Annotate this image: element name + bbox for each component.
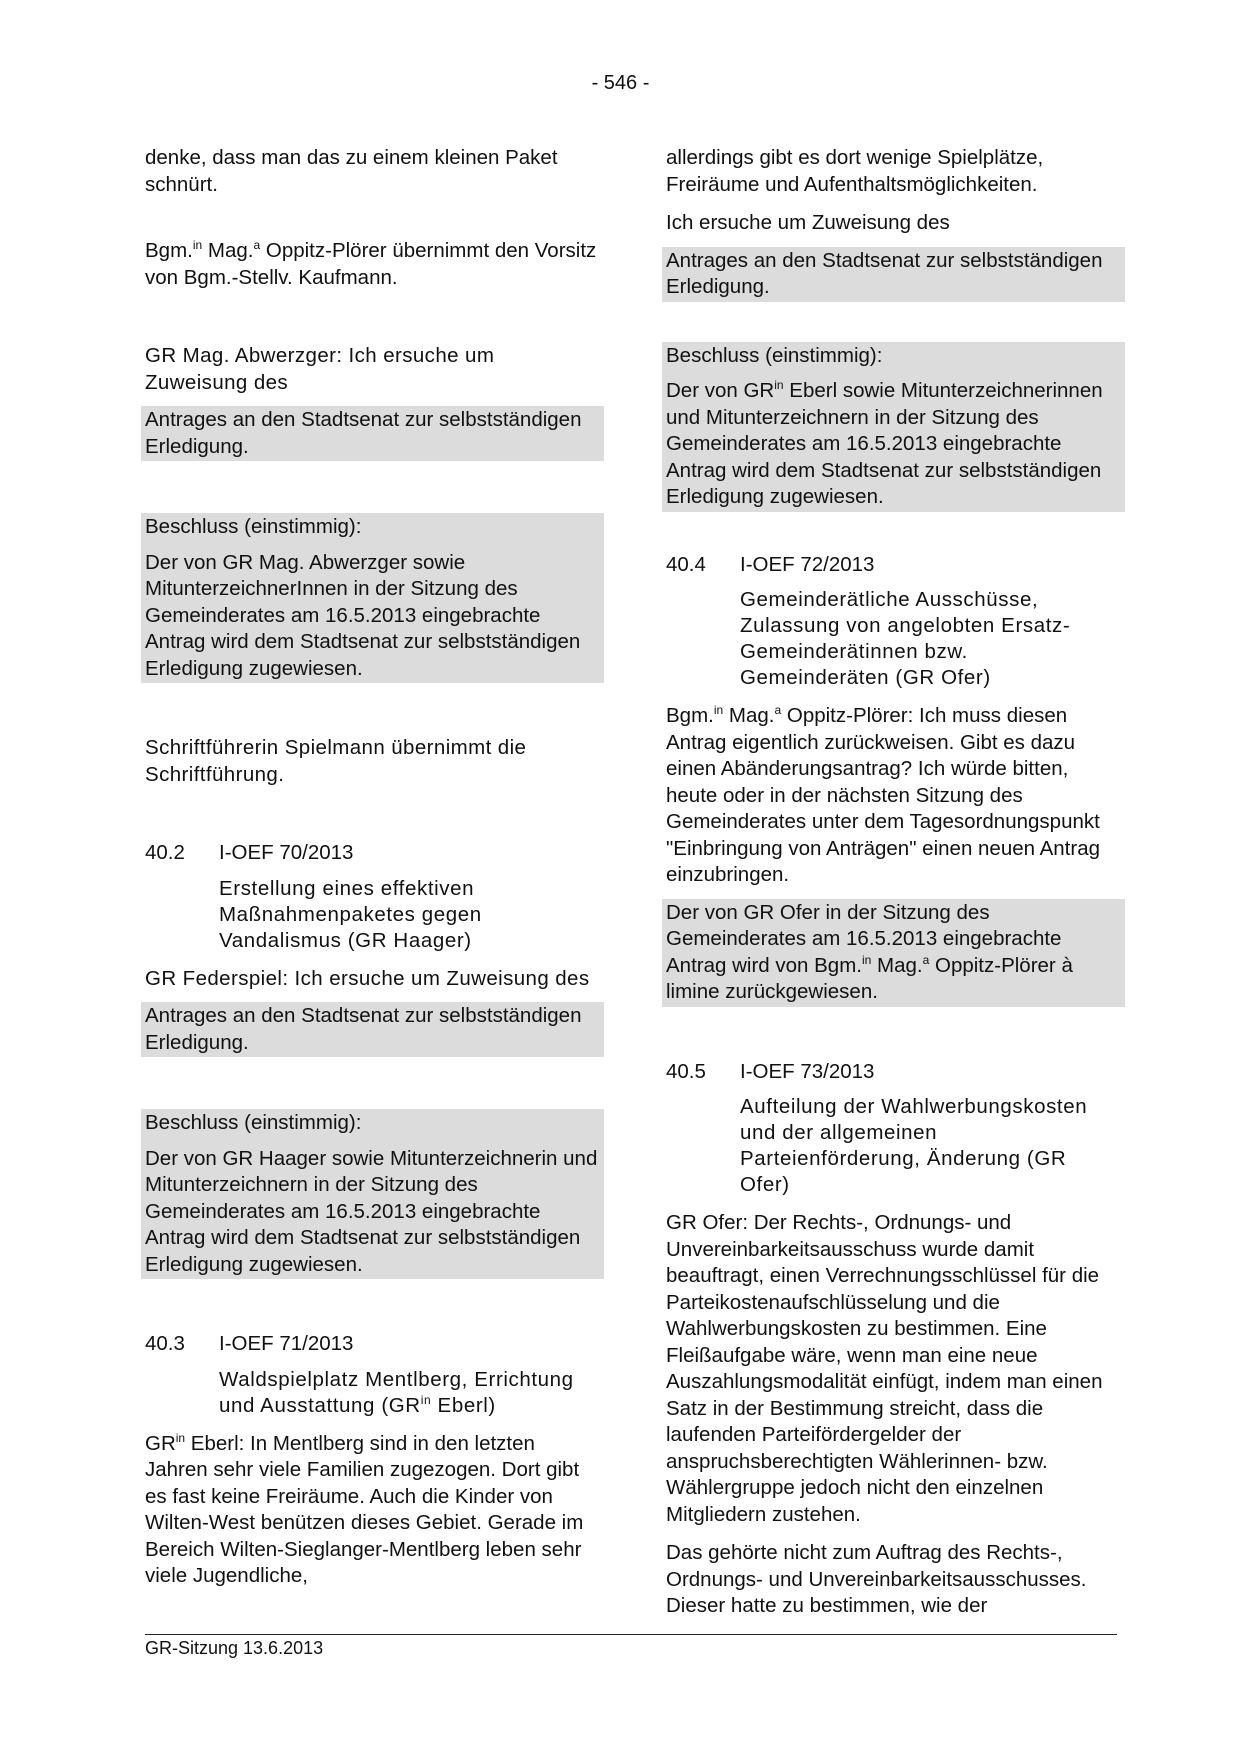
item-title: Erstellung eines effektiven Maßnahmenpaketes gegen Vandalismus (GR Haager) [219, 876, 482, 952]
item-number: 40.3 [145, 1332, 185, 1355]
item-number: 40.2 [145, 841, 185, 864]
footer-divider [145, 1634, 1117, 1635]
decision-heading: Beschluss (einstimmig): [666, 343, 883, 367]
agenda-item-40-2 [145, 840, 600, 954]
decision-text: Der von $GR^{in}$ Eberl sowie Mitunterzeichnerinnen und Mitunterzeichnern in der Sitzung des Gemeinderates am 16.5.2013 eingebrachte Antrag wird dem Stadtsenat zur selbstständigen Erledigung zugewiesen. [666, 378, 1103, 508]
rejection-box-ofer: Der von GR Ofer in der Sitzung des Gemeinderates am 16.5.2013 eingebrachte Antrag wird von Bgm.$^{in}$ Mag.$^a$ Oppitz-Plörer à limine zurückgewiesen. [662, 899, 1125, 1007]
speech-ofer: GR Ofer: Der Rechts-, Ordnungs- und Unvereinbarkeitsausschuss wurde damit beauftragt, einen Verrechnungsschlüssel für die Parteikostenaufschlüsselung und die Wahlwerbungskosten zu bestimmen. Eine Fleißaufgabe wäre, wenn man eine neue Auszahlungsmodalität einfügt, indem man einen Satz in der Bestimmung streicht, dass die laufenden Parteifördergelder der anspruchsberechtigten Wählerinnen- bzw. Wählergruppe jedoch nicht den einzelnen Mitgliedern zustehen. [666, 1211, 1103, 1526]
chair-change-note: Bgm.$^{in}$ Mag.$^a$ Oppitz-Plörer übernimmt den Vorsitz von Bgm.-Stellv. Kaufmann. [145, 238, 597, 289]
decision-heading: Beschluss (einstimmig): [145, 515, 362, 538]
item-code: I-OEF 70/2013 [219, 841, 354, 864]
paragraph-continuation: allerdings gibt es dort wenige Spielplätze, Freiräume und Aufenthaltsmöglichkeiten. [666, 146, 1044, 196]
page-number: - 546 - [591, 72, 650, 94]
decision-heading: Beschluss (einstimmig): [145, 1111, 362, 1134]
item-number: 40.5 [666, 1059, 706, 1083]
request-box-abwerzger: Antrages an den Stadtsenat zur selbstständigen Erledigung. [141, 406, 604, 461]
request-intro: Ich ersuche um Zuweisung des [666, 211, 950, 234]
speech-eberl: $GR^{in}$ Eberl: In Mentlberg sind in den letzten Jahren sehr viele Familien zugezogen. Dort gibt es fast keine Freiräume. Auch die Kinder von Wilten-West benützen dieses Gebiet. Gerade im Bereich Wilten-Sieglanger-Mentlberg leben sehr viele Jugendliche, [145, 1430, 584, 1587]
speech-ofer-continued: Das gehörte nicht zum Auftrag des Rechts-, Ordnungs- und Unvereinbarkeitsausschusses. Dieser hatte zu bestimmen, wie der [666, 1541, 1087, 1617]
item-number: 40.4 [666, 552, 706, 576]
item-code: I-OEF 71/2013 [219, 1332, 354, 1355]
left-column [145, 145, 600, 1590]
item-code: I-OEF 73/2013 [740, 1059, 875, 1083]
item-title: Aufteilung der Wahlwerbungskosten und der allgemeinen Parteienförderung, Änderung (GR Ofer) [740, 1095, 1088, 1196]
footer-session-label: GR-Sitzung 13.6.2013 [145, 1638, 324, 1658]
item-title: Gemeinderätliche Ausschüsse, Zulassung von angelobten Ersatz-Gemeinderätinnen bzw. Gemeinderäten (GR Ofer) [740, 588, 1071, 689]
speech-mayor: Bgm.$^{in}$ Mag.$^a$ Oppitz-Plörer: Ich muss diesen Antrag eigentlich zurückweisen. Gibt es dazu einen Abänderungsantrag? Ich würde bitten, heute oder in der nächsten Sitzung des Gemeinderates unter dem Tagesordnungspunkt "Einbringung von Anträgen" einen neuen Antrag einzubringen. [666, 703, 1101, 886]
item-code: I-OEF 72/2013 [740, 552, 875, 576]
request-box-eberl: Antrages an den Stadtsenat zur selbstständigen Erledigung. [662, 247, 1125, 302]
agenda-item-40-3 [145, 1331, 600, 1419]
decision-box-abwerzger [141, 513, 604, 683]
speech-abwerzger: GR Mag. Abwerzger: Ich ersuche um Zuweisung des [145, 344, 495, 394]
agenda-item-40-4 [666, 552, 1121, 692]
paragraph-continuation: denke, dass man das zu einem kleinen Paket schnürt. [145, 146, 558, 196]
right-column [666, 145, 1121, 1620]
decision-text: Der von GR Haager sowie Mitunterzeichnerin und Mitunterzeichnern in der Sitzung des Gemeinderates am 16.5.2013 eingebrachte Antrag wird dem Stadtsenat zur selbstständigen Erledigung zugewiesen. [145, 1146, 598, 1276]
item-title: Waldspielplatz Mentlberg, Errichtung und Ausstattung ($GR^{in}$ Eberl) [219, 1367, 574, 1417]
decision-text: Der von GR Mag. Abwerzger sowie MitunterzeichnerInnen in der Sitzung des Gemeinderates am 16.5.2013 eingebrachte Antrag wird dem Stadtsenat zur selbstständigen Erledigung zugewiesen. [145, 550, 581, 680]
secretary-note: Schriftführerin Spielmann übernimmt die Schriftführung. [145, 736, 527, 786]
agenda-item-40-5 [666, 1059, 1121, 1199]
decision-box-eberl [662, 342, 1125, 512]
decision-box-haager [141, 1109, 604, 1279]
request-box-federspiel: Antrages an den Stadtsenat zur selbstständigen Erledigung. [141, 1002, 604, 1057]
speech-federspiel: GR Federspiel: Ich ersuche um Zuweisung des [145, 966, 590, 990]
